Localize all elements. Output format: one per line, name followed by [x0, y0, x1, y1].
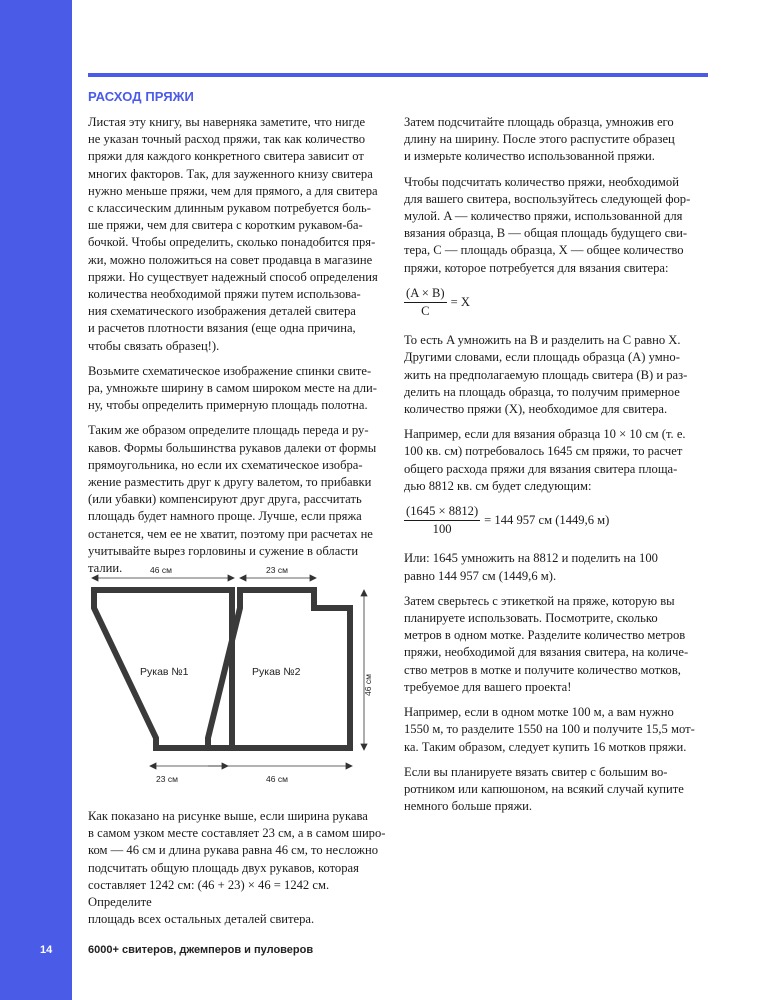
paragraph: Или: 1645 умножить на 8812 и поделить на 100 равно 144 957 см (1449,6 м).: [404, 551, 658, 583]
section-heading: РАСХОД ПРЯЖИ: [88, 89, 194, 104]
formula-example: [404, 503, 704, 538]
denominator: 100: [432, 522, 452, 537]
denominator: C: [421, 304, 430, 319]
right-column: [404, 114, 704, 823]
sleeve1-label: Рукав №1: [140, 666, 189, 678]
paragraph: Затем сверьтесь с этикеткой на пряже, которую вы планируете использовать. Посмотрите, сколько метров в одном мотке. Разделите количество метров пряжи, необходимой для вязания свитера, на количе- ство метров в мотке и получите количество мотков, требуемое для вашего проекта!: [404, 593, 689, 694]
left-column: [88, 114, 388, 585]
top-left-width-label: 46 см: [150, 565, 172, 575]
paragraph: Возьмите схематическое изображение спинки свите- ра, умножьте ширину в самом широком месте на дли- ну, чтобы определить примерную площадь полотна.: [88, 363, 377, 413]
arrow-head: [222, 763, 228, 769]
bottom-right-width-label: 46 см: [266, 774, 288, 784]
footer-book-title: 6000+ свитеров, джемперов и пуловеров: [88, 944, 314, 956]
height-label: 46 см: [363, 674, 373, 696]
paragraph: Например, если в одном мотке 100 м, а вам нужно 1550 м, то разделите 1550 на 100 и получите 15,5 мот- ка. Таким образом, следует купить 16 мотков пряжи.: [404, 705, 695, 754]
formula-general: [404, 285, 704, 320]
paragraph: То есть A умножить на B и разделить на C равно X. Другими словами, если площадь образца (A) умно- жить на предполагаемую площадь свитера (B) и раз- делить на площадь образца, то получим примерное количество пряжи (X), необходимое для свитера.: [404, 333, 688, 417]
paragraph: Листая эту книгу, вы наверняка заметите, что нигде не указан точный расход пряжи, так как количество пряжи для каждого конкретного свитера зависит от многих факторов. Так, для зауженного книзу свитера нужно меньше пряжи, чем для прямого, а для свитера с классическим длинным рукавом потребуется боль- ше пряжи, чем для свитера с коротким рукавом-ба- бочкой. Чтобы определить, сколько понадобится пря- жи, можно положиться на совет продавца в магазине пряжи. Но существует надежный способ определения количества необходимой пряжи путем использова- ния схематического изображения деталей свитера и расчетов плотности вязания (еще одна причина, чтобы связать образец!).: [88, 115, 378, 353]
arrow-head: [310, 575, 316, 581]
arrow-head: [228, 575, 234, 581]
arrow-head: [361, 590, 367, 596]
arrow-head: [240, 575, 246, 581]
sleeve2-label: Рукав №2: [252, 666, 301, 678]
formula-result: = 144 957 см (1449,6 м): [484, 513, 610, 528]
left-bottom-text: [88, 808, 388, 936]
paragraph: Например, если для вязания образца 10 × 10 см (т. е. 100 кв. см) потребовалось 1645 см пряжи, то расчет общего расхода пряжи для вязания свитера площа- дью 8812 кв. см будет следующим:: [404, 427, 686, 493]
fraction: [404, 503, 480, 538]
paragraph: Таким же образом определите площадь переда и ру- кавов. Формы большинства рукавов далеки от формы прямоугольника, но если их схематическое изобра- жение разместить друг к другу валетом, то прибавки (или убавки) компенсируют друг друга, рассчитать площадь будет намного проще. Лучше, если пряжа останется, чем ее не хватит, поэтому при расчетах не учитывайте вырез горловины и сужение в области талии.: [88, 423, 377, 576]
paragraph: Затем подсчитайте площадь образца, умножив его длину на ширину. После этого распустите образец и измерьте количество использованной пряжи.: [404, 115, 675, 164]
arrow-head: [92, 575, 98, 581]
paragraph: Как показано на рисунке выше, если ширина рукава в самом узком месте составляет 23 см, а в самом широ- ком — 46 см и длина рукава равна 46 см, то несложно подсчитать общую площадь двух рукавов, которая составляет 1242 см: (46 + 23) × 46 = 1242 см. Определите площадь всех остальных деталей свитера.: [88, 809, 386, 927]
paragraph: Если вы планируете вязать свитер с большим во- ротником или капюшоном, на всякий случай купите немного больше пряжи.: [404, 764, 684, 814]
arrow-head: [361, 744, 367, 750]
sleeve-diagram: [88, 560, 388, 792]
page-number: 14: [40, 944, 53, 956]
bottom-left-width-label: 23 см: [156, 774, 178, 784]
arrow-head: [150, 763, 156, 769]
section-rule: [88, 73, 708, 77]
numerator: (1645 × 8812): [404, 503, 480, 521]
numerator: (A × B): [404, 285, 447, 303]
fraction: [404, 285, 447, 320]
arrow-head: [346, 763, 352, 769]
sidebar-band: [0, 0, 72, 1000]
paragraph: Чтобы подсчитать количество пряжи, необходимой для вашего свитера, воспользуйтесь следующей фор- мулой. A — количество пряжи, использованной для вязания образца, B — общая площадь будущего сви- тера, C — площадь образца, X — общее количество пряжи, которое потребуется для вязания свитера:: [404, 174, 691, 275]
top-right-width-label: 23 см: [266, 565, 288, 575]
formula-result: = X: [450, 294, 470, 309]
